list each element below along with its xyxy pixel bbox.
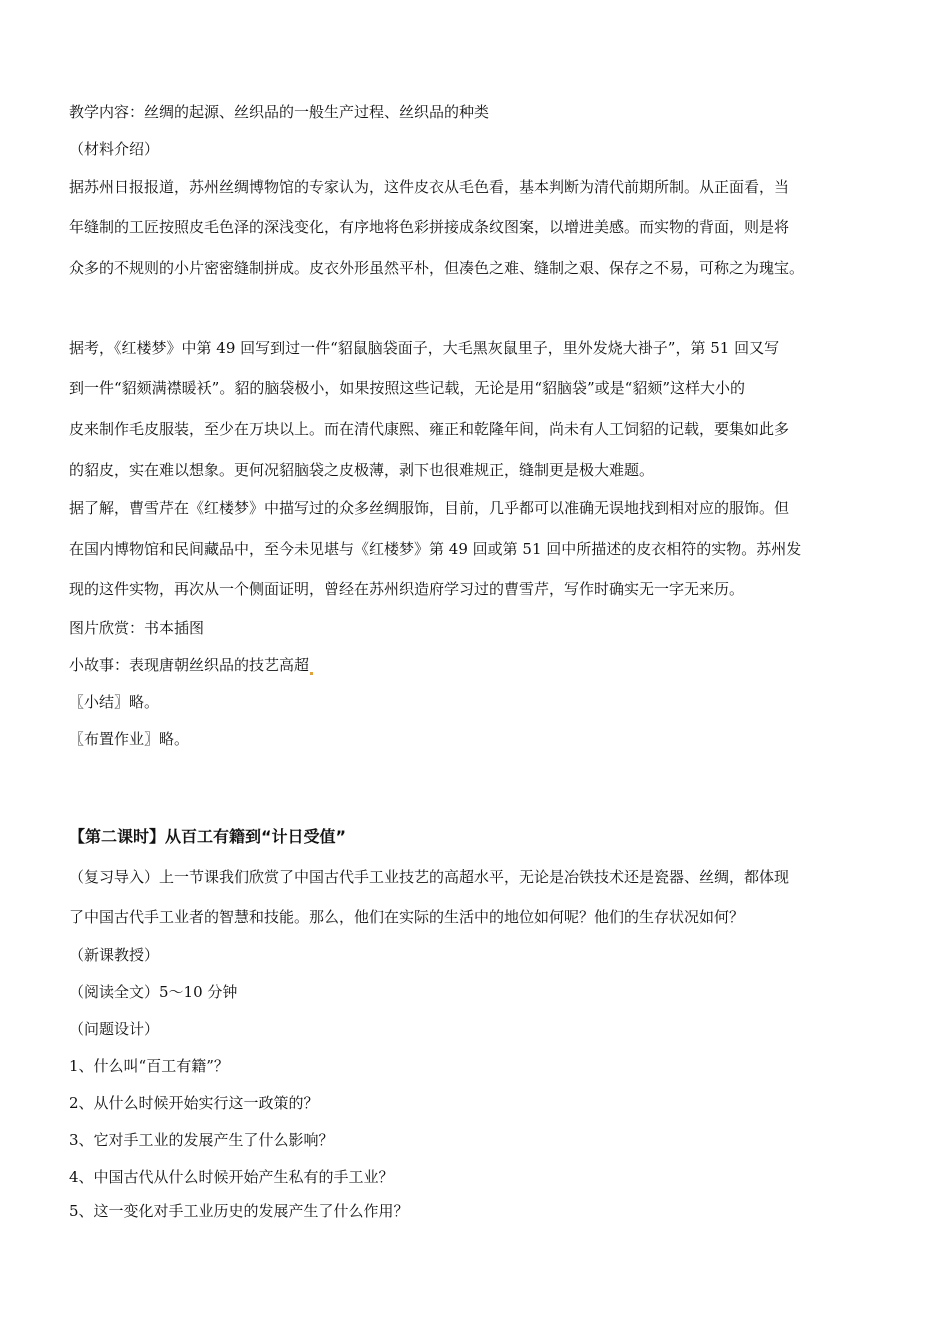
paragraph-3-line: 据了解，曹雪芹在《红楼梦》中描写过的众多丝绸服饰，目前，几乎都可以准确无误地找到相对应的服饰。但 <box>69 499 790 517</box>
short-story: 小故事：表现唐朝丝织品的技艺高超 <box>69 655 313 675</box>
question-item: 2、从什么时候开始实行这一政策的？ <box>69 1094 319 1112</box>
question-design-label: （问题设计） <box>69 1020 160 1038</box>
material-intro-label: （材料介绍） <box>69 140 160 158</box>
paragraph-2-line: 据考，《红楼梦》中第 49 回写到过一件“貂鼠脑袋面子，大毛黑灰鼠里子，里外发烧大褂子”，第 51 回又写 <box>69 339 780 357</box>
review-line: （复习导入）上一节课我们欣赏了中国古代手工业技艺的高超水平，无论是冶铁技术还是瓷器、丝绸，都体现 <box>69 868 790 886</box>
question-item: 5、这一变化对手工业历史的发展产生了什么作用？ <box>69 1202 409 1220</box>
summary: 〖小结〗略。 <box>69 693 160 711</box>
paragraph-2-line: 的貂皮，实在难以想象。更何况貂脑袋之皮极薄，剥下也很难规正，缝制更是极大难题。 <box>69 461 655 479</box>
question-item: 3、它对手工业的发展产生了什么影响？ <box>69 1131 334 1149</box>
paragraph-1-line: 众多的不规则的小片密密缝制拼成。皮衣外形虽然平朴，但凑色之难、缝制之艰、保存之不易，可称之为瑰宝。 <box>69 259 805 277</box>
paragraph-1-line: 年缝制的工匠按照皮毛色泽的深浅变化，有序地将色彩拼接成条纹图案，以增进美感。而实物的背面，则是将 <box>69 218 790 236</box>
homework: 〖布置作业〗略。 <box>69 730 190 748</box>
teaching-content: 教学内容：丝绸的起源、丝织品的一般生产过程、丝织品的种类 <box>69 103 490 121</box>
lesson-2-title: 【第二课时】从百工有籍到“计日受值” <box>69 827 347 846</box>
question-item: 1、什么叫“百工有籍”？ <box>69 1057 229 1075</box>
paragraph-2-line: 皮来制作毛皮服装，至少在万块以上。而在清代康熙、雍正和乾隆年间，尚未有人工饲貂的记载，要集如此多 <box>69 420 790 438</box>
new-lesson-label: （新课教授） <box>69 946 160 964</box>
picture-appreciation: 图片欣赏：书本插图 <box>69 619 205 637</box>
paragraph-3-line: 现的这件实物，再次从一个侧面证明，曾经在苏州织造府学习过的曹雪芹，写作时确实无一字无来历。 <box>69 580 745 598</box>
paragraph-2-line: 到一件“貂颏满襟暖袄”。貂的脑袋极小，如果按照这些记载，无论是用“貂脑袋”或是“貂颏”这样大小的 <box>69 379 746 397</box>
question-item: 4、中国古代从什么时候开始产生私有的手工业？ <box>69 1168 394 1186</box>
marker-dot <box>310 672 313 675</box>
paragraph-3-line: 在国内博物馆和民间藏品中，至今未见堪与《红楼梦》第 49 回或第 51 回中所描述的皮衣相符的实物。苏州发 <box>69 540 802 558</box>
review-line: 了中国古代手工业者的智慧和技能。那么，他们在实际的生活中的地位如何呢？他们的生存状况如何？ <box>69 908 745 926</box>
paragraph-1-line: 据苏州日报报道，苏州丝绸博物馆的专家认为，这件皮衣从毛色看，基本判断为清代前期所制。从正面看，当 <box>69 178 790 196</box>
reading-label: （阅读全文）5～10 分钟 <box>69 983 238 1001</box>
